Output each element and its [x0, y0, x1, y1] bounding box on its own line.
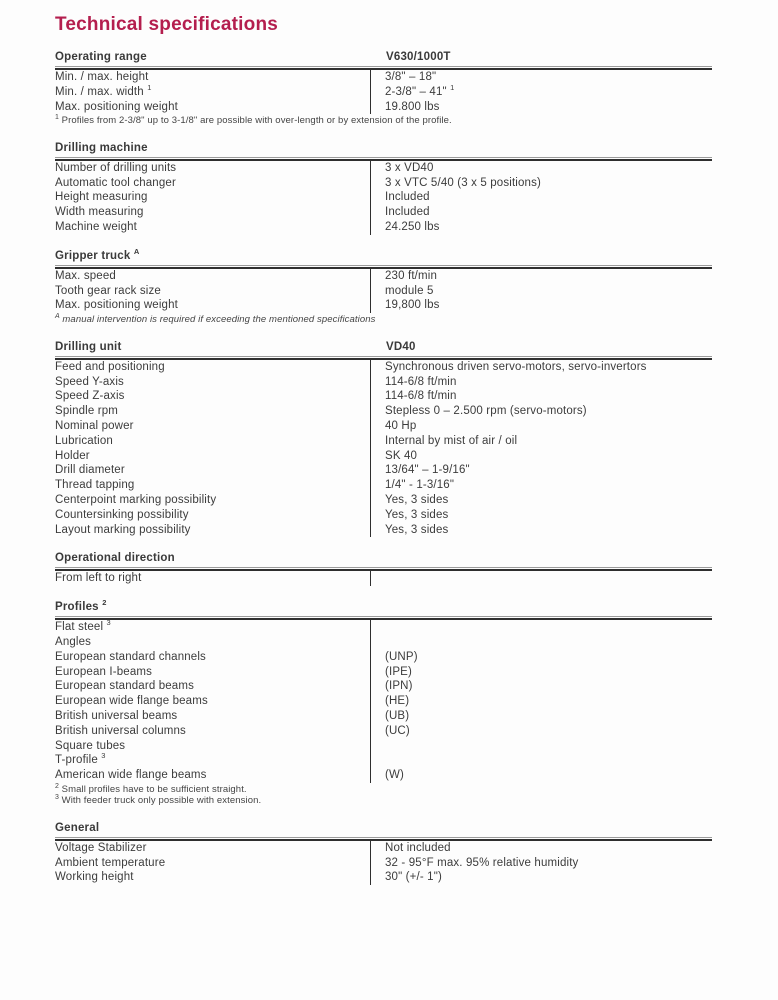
spec-label-text: Lubrication	[55, 434, 113, 447]
spec-value	[370, 523, 712, 538]
spec-label	[55, 870, 370, 885]
spec-label-text: European wide flange beams	[55, 695, 208, 708]
spec-row	[55, 768, 712, 783]
spec-row	[55, 523, 712, 538]
spec-value	[370, 205, 712, 220]
spec-label-text: Spindle rpm	[55, 405, 119, 418]
spec-value	[370, 620, 712, 635]
spec-label-footnote-marker: 1	[147, 82, 152, 92]
spec-value	[370, 100, 712, 115]
spec-label-text: Height measuring	[55, 191, 148, 204]
spec-label	[55, 768, 370, 783]
section-title-text: Drilling unit	[55, 340, 122, 353]
spec-section-drilling-unit	[55, 340, 712, 538]
spec-label	[55, 650, 370, 665]
spec-label-text: Flat steel	[55, 621, 104, 634]
spec-value-text: module 5	[385, 284, 434, 297]
spec-value	[370, 753, 712, 768]
spec-label-text: Max. positioning weight	[55, 100, 178, 113]
spec-label	[55, 620, 370, 635]
section-value-header: V630/1000T	[386, 51, 451, 63]
section-header	[55, 551, 712, 568]
spec-label-text: Thread tapping	[55, 479, 135, 492]
spec-value-text: 114-6/8 ft/min	[385, 390, 457, 403]
section-title-text: Drilling machine	[55, 141, 148, 154]
footnote	[55, 314, 712, 326]
section-title-text: Operating range	[55, 51, 147, 63]
section-title-text: Profiles	[55, 601, 99, 614]
spec-label	[55, 205, 370, 220]
spec-value-text: 32 - 95°F max. 95% relative humidity	[385, 856, 579, 869]
spec-label-text: Layout marking possibility	[55, 523, 191, 536]
spec-value	[370, 434, 712, 449]
spec-row	[55, 161, 712, 176]
spec-label-text: Drill diameter	[55, 464, 125, 477]
spec-value-text: 3 x VTC 5/40 (3 x 5 positions)	[385, 176, 541, 189]
spec-label-text: Speed Z-axis	[55, 390, 125, 403]
section-header	[55, 340, 712, 357]
section-header	[55, 50, 712, 67]
spec-value-footnote-marker: 1	[450, 82, 455, 92]
spec-value-text: 230 ft/min	[385, 269, 437, 282]
spec-row	[55, 679, 712, 694]
spec-label-text: European I-beams	[55, 665, 153, 678]
spec-label-text: Min. / max. height	[55, 71, 149, 83]
section-title-text: Gripper truck	[55, 249, 131, 262]
section-title-footnote-marker: 2	[102, 598, 107, 608]
spec-value	[370, 679, 712, 694]
spec-value-text: Included	[385, 206, 430, 219]
spec-label	[55, 856, 370, 871]
spec-label	[55, 508, 370, 523]
section-body	[55, 839, 712, 885]
spec-value	[370, 389, 712, 404]
spec-row	[55, 635, 712, 650]
spec-value	[370, 841, 712, 856]
spec-label-text: From left to right	[55, 572, 142, 585]
spec-value-text: Yes, 3 sides	[385, 508, 449, 521]
footnote-text: With feeder truck only possible with extension.	[61, 795, 262, 807]
spec-label-text: Tooth gear rack size	[55, 284, 161, 297]
spec-value-text: Internal by mist of air / oil	[385, 434, 518, 447]
spec-label	[55, 269, 370, 284]
spec-row	[55, 753, 712, 768]
spec-value	[370, 404, 712, 419]
spec-row	[55, 375, 712, 390]
footnote-text: Small profiles have to be sufficient straight.	[61, 783, 247, 795]
spec-label	[55, 753, 370, 768]
spec-label	[55, 190, 370, 205]
spec-section-operational-direction	[55, 551, 712, 586]
spec-label-text: Centerpoint marking possibility	[55, 493, 217, 506]
spec-row	[55, 269, 712, 284]
spec-value	[370, 419, 712, 434]
spec-row	[55, 389, 712, 404]
spec-value	[370, 870, 712, 885]
section-title	[55, 249, 370, 263]
spec-value-text: Stepless 0 – 2.500 rpm (servo-motors)	[385, 405, 587, 418]
spec-row	[55, 620, 712, 635]
spec-value-text: (UNP)	[385, 650, 418, 663]
spec-value	[370, 739, 712, 754]
spec-value	[370, 449, 712, 464]
spec-label-text: Speed Y-axis	[55, 375, 124, 388]
spec-label-text: Feed and positioning	[55, 360, 165, 373]
spec-label-text: British universal beams	[55, 709, 178, 722]
spec-sections-container	[55, 50, 712, 885]
spec-value-text: (UB)	[385, 709, 410, 722]
spec-value	[370, 190, 712, 205]
spec-label	[55, 841, 370, 856]
spec-label	[55, 679, 370, 694]
spec-value-text: 40 Hp	[385, 419, 417, 432]
spec-value-text: (IPN)	[385, 680, 413, 693]
spec-value-text: Included	[385, 191, 430, 204]
spec-label-text: Holder	[55, 449, 90, 462]
section-header	[55, 600, 712, 617]
spec-label	[55, 70, 370, 85]
footnote-marker: 2	[55, 782, 59, 790]
spec-value	[370, 478, 712, 493]
spec-label	[55, 493, 370, 508]
footnote	[55, 795, 712, 807]
footnote-marker: 3	[55, 794, 59, 802]
footnote-marker: 1	[55, 114, 59, 122]
spec-label	[55, 375, 370, 390]
spec-row	[55, 493, 712, 508]
spec-value-text: (HE)	[385, 695, 410, 708]
spec-section-operating-range	[55, 50, 712, 127]
footnote	[55, 115, 712, 127]
spec-value-text: 3 x VD40	[385, 161, 434, 174]
spec-row	[55, 870, 712, 885]
spec-label	[55, 161, 370, 176]
spec-value	[370, 493, 712, 508]
spec-value	[370, 856, 712, 871]
spec-row	[55, 841, 712, 856]
spec-value	[370, 694, 712, 709]
spec-row	[55, 70, 712, 85]
spec-row	[55, 298, 712, 313]
section-footnotes	[55, 314, 712, 326]
spec-row	[55, 176, 712, 191]
spec-value	[370, 724, 712, 739]
spec-row	[55, 508, 712, 523]
spec-label-text: Angles	[55, 635, 92, 648]
spec-value-text: (IPE)	[385, 665, 412, 678]
spec-section-gripper-truck	[55, 249, 712, 326]
section-title	[55, 50, 370, 64]
spec-row	[55, 650, 712, 665]
spec-value-text: 19.800 lbs	[385, 100, 440, 113]
spec-label	[55, 298, 370, 313]
spec-value	[370, 284, 712, 299]
spec-label-text: Working height	[55, 871, 134, 884]
spec-label	[55, 434, 370, 449]
spec-row	[55, 463, 712, 478]
spec-label-text: Max. positioning weight	[55, 299, 178, 312]
spec-label	[55, 449, 370, 464]
spec-label	[55, 176, 370, 191]
spec-label	[55, 523, 370, 538]
section-title-text: General	[55, 821, 100, 834]
section-title	[55, 340, 370, 354]
spec-value	[370, 768, 712, 783]
spec-section-drilling-machine	[55, 141, 712, 235]
section-title-footnote-marker: A	[133, 247, 140, 257]
spec-value	[370, 665, 712, 680]
section-header	[55, 141, 712, 158]
spec-value	[370, 70, 712, 85]
section-body	[55, 68, 712, 114]
page-title: Technical specifications	[55, 14, 279, 35]
spec-label	[55, 360, 370, 375]
section-header	[55, 821, 712, 838]
spec-row	[55, 709, 712, 724]
spec-label	[55, 419, 370, 434]
spec-value-text: (UC)	[385, 724, 410, 737]
footnote-marker: A	[55, 313, 60, 321]
spec-section-general	[55, 821, 712, 885]
spec-label-footnote-marker: 3	[106, 618, 111, 628]
spec-row	[55, 190, 712, 205]
spec-value-text: 24.250 lbs	[385, 221, 440, 234]
spec-value	[370, 176, 712, 191]
section-title	[55, 600, 370, 614]
spec-row	[55, 360, 712, 375]
spec-row	[55, 205, 712, 220]
spec-value-text: 2-3/8" – 41"	[385, 85, 447, 98]
spec-section-profiles	[55, 600, 712, 807]
spec-row	[55, 449, 712, 464]
section-title	[55, 551, 370, 565]
spec-label-text: Machine weight	[55, 221, 138, 234]
spec-row	[55, 571, 712, 586]
spec-label-text: Ambient temperature	[55, 856, 166, 869]
spec-label	[55, 694, 370, 709]
section-title	[55, 141, 370, 155]
spec-value-text: Yes, 3 sides	[385, 523, 449, 536]
spec-label-text: Countersinking possibility	[55, 508, 189, 521]
spec-value	[370, 220, 712, 235]
spec-value-text: 13/64" – 1-9/16"	[385, 464, 470, 477]
spec-value-text: 30" (+/- 1")	[385, 871, 442, 884]
footnote-text: Profiles from 2-3/8" up to 3-1/8" are possible with over-length or by extension of the profile.	[61, 115, 452, 127]
spec-label	[55, 571, 370, 586]
spec-row	[55, 419, 712, 434]
spec-label	[55, 82, 370, 100]
spec-value-text: Not included	[385, 841, 451, 854]
spec-label-text: Max. speed	[55, 269, 116, 282]
spec-row	[55, 478, 712, 493]
spec-label-text: T-profile	[55, 754, 98, 767]
spec-value-text: 3/8" – 18"	[385, 71, 437, 83]
section-title-text: Operational direction	[55, 552, 175, 565]
spec-label	[55, 463, 370, 478]
spec-value	[370, 298, 712, 313]
spec-value-text: 1/4" - 1-3/16"	[385, 479, 455, 492]
spec-value	[370, 161, 712, 176]
section-title	[55, 821, 370, 835]
spec-label-text: Number of drilling units	[55, 161, 177, 174]
spec-value	[370, 508, 712, 523]
spec-label	[55, 100, 370, 115]
spec-value	[370, 375, 712, 390]
spec-label-text: Automatic tool changer	[55, 176, 176, 189]
spec-row	[55, 434, 712, 449]
spec-value	[370, 82, 712, 100]
section-header	[55, 249, 712, 266]
spec-label-text: Nominal power	[55, 419, 134, 432]
spec-value-text: Yes, 3 sides	[385, 493, 449, 506]
spec-label	[55, 220, 370, 235]
footnote-text: manual intervention is required if exceeding the mentioned specifications	[62, 314, 376, 326]
spec-label	[55, 709, 370, 724]
spec-row	[55, 100, 712, 115]
spec-row	[55, 284, 712, 299]
section-footnotes	[55, 115, 712, 127]
spec-row	[55, 220, 712, 235]
spec-label-text: European standard channels	[55, 650, 206, 663]
section-body	[55, 159, 712, 235]
spec-label	[55, 478, 370, 493]
spec-row	[55, 665, 712, 680]
section-body	[55, 618, 712, 783]
spec-label-text: American wide flange beams	[55, 769, 207, 782]
spec-label	[55, 404, 370, 419]
spec-label-text: British universal columns	[55, 724, 186, 737]
spec-label	[55, 665, 370, 680]
spec-value-text: 114-6/8 ft/min	[385, 375, 457, 388]
spec-label-text: Square tubes	[55, 739, 126, 752]
spec-label	[55, 389, 370, 404]
section-body	[55, 267, 712, 313]
section-value-header: VD40	[386, 340, 416, 353]
spec-row	[55, 739, 712, 754]
spec-label-text: Voltage Stabilizer	[55, 841, 147, 854]
spec-row	[55, 694, 712, 709]
spec-row	[55, 82, 712, 100]
section-footnotes	[55, 784, 712, 807]
spec-value	[370, 463, 712, 478]
spec-value	[370, 635, 712, 650]
spec-label-text: Width measuring	[55, 206, 144, 219]
spec-value	[370, 650, 712, 665]
spec-label	[55, 724, 370, 739]
spec-value-text: Synchronous driven servo-motors, servo-invertors	[385, 360, 647, 373]
spec-value-text: (W)	[385, 769, 404, 782]
spec-row	[55, 856, 712, 871]
spec-value	[370, 571, 712, 586]
spec-row	[55, 724, 712, 739]
footnote	[55, 784, 712, 796]
section-body	[55, 569, 712, 586]
section-body	[55, 358, 712, 538]
spec-label-text: Min. / max. width	[55, 85, 144, 98]
spec-value	[370, 269, 712, 284]
spec-value	[370, 709, 712, 724]
spec-value-text: 19,800 lbs	[385, 299, 440, 312]
spec-label	[55, 635, 370, 650]
spec-row	[55, 404, 712, 419]
spec-label-footnote-marker: 3	[101, 751, 106, 761]
spec-value-text: SK 40	[385, 449, 418, 462]
spec-label-text: European standard beams	[55, 680, 194, 693]
spec-value	[370, 360, 712, 375]
spec-label	[55, 284, 370, 299]
